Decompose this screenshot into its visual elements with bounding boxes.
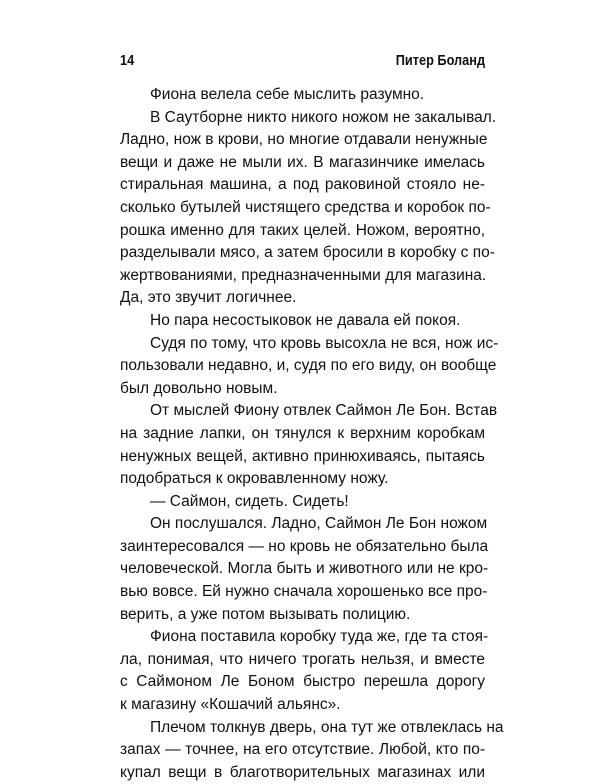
running-head bbox=[120, 52, 485, 72]
text-line: Ладно, нож в крови, но многие отдавали ненужные bbox=[120, 131, 488, 149]
paragraph bbox=[120, 107, 497, 310]
text-line: разделывали мясо, а затем бросили в коробку с по- bbox=[120, 244, 495, 262]
paragraph bbox=[120, 513, 489, 626]
text-line: Да, это звучит логичнее. bbox=[120, 289, 297, 307]
text-line: человеческой. Могла быть и животного или не кро- bbox=[120, 560, 489, 578]
text-line: запах — точнее, на его отсутствие. Любой, кто по- bbox=[120, 741, 485, 759]
text-line: — Саймон, сидеть. Сидеть! bbox=[150, 492, 349, 510]
text-line: Плечом толкнув дверь, она тут же отвлеклась на bbox=[150, 718, 504, 736]
text-line: купал вещи в благотворительных магазинах или bbox=[120, 763, 485, 781]
text-line: был довольно новым. bbox=[120, 379, 278, 397]
text-line: верить, а уже потом вызывать полицию. bbox=[120, 605, 411, 623]
text-line: вещи и даже не мыли их. В магазинчике имелась bbox=[120, 153, 485, 171]
text-line: заинтересовался — но кровь не обязательно была bbox=[120, 537, 489, 555]
page-number: 14 bbox=[120, 52, 135, 69]
paragraph bbox=[120, 626, 489, 716]
text-line: рошка именно для таких целей. Ножом, вероятно, bbox=[120, 221, 485, 239]
text-line: сколько бутылей чистящего средства и коробок по- bbox=[120, 198, 491, 216]
text-line: ла, понимая, что ничего трогать нельзя, и вместе bbox=[120, 650, 485, 668]
paragraph bbox=[120, 717, 504, 784]
text-line: Фиона велела себе мыслить разумно. bbox=[150, 86, 425, 103]
text-line: на задние лапки, он тянулся к верхним коробкам bbox=[120, 424, 485, 442]
text-line: вью вовсе. Ей нужно сначала хорошенько все про- bbox=[120, 583, 488, 601]
paragraph bbox=[120, 400, 498, 490]
paragraph bbox=[120, 84, 485, 107]
text-line: В Саутборне никто никого ножом не закалывал. bbox=[150, 108, 497, 126]
text-line: Судя по тому, что кровь высохла не вся, нож ис- bbox=[150, 334, 499, 352]
text-line: пользовали недавно, и, судя по его виду, он вообще bbox=[120, 357, 497, 375]
text-line: Но пара несостыковок не давала ей покоя. bbox=[150, 311, 461, 329]
paragraph bbox=[120, 491, 485, 514]
text-line: жертвованиями, предназначенными для магазина. bbox=[120, 266, 487, 284]
text-line: подобраться к окровавленному ножу. bbox=[120, 470, 389, 488]
paragraph bbox=[120, 333, 499, 401]
paragraph bbox=[120, 310, 485, 333]
text-line: Фиона поставила коробку туда же, где та стоя- bbox=[150, 628, 489, 646]
text-line: стиральная машина, а под раковиной стояло не- bbox=[120, 176, 485, 194]
text-line: к магазину «Кошачий альянс». bbox=[120, 696, 341, 714]
author-name: Питер Боланд bbox=[395, 52, 485, 69]
text-line: ненужных вещей, активно принюхиваясь, пытаясь bbox=[120, 447, 485, 465]
body-text bbox=[120, 84, 504, 784]
text-line: От мыслей Фиону отвлек Саймон Ле Бон. Встав bbox=[150, 402, 498, 420]
text-line: Он послушался. Ладно, Саймон Ле Бон ножом bbox=[150, 515, 488, 533]
text-line: с Саймоном Ле Боном быстро перешла дорогу bbox=[120, 673, 485, 691]
